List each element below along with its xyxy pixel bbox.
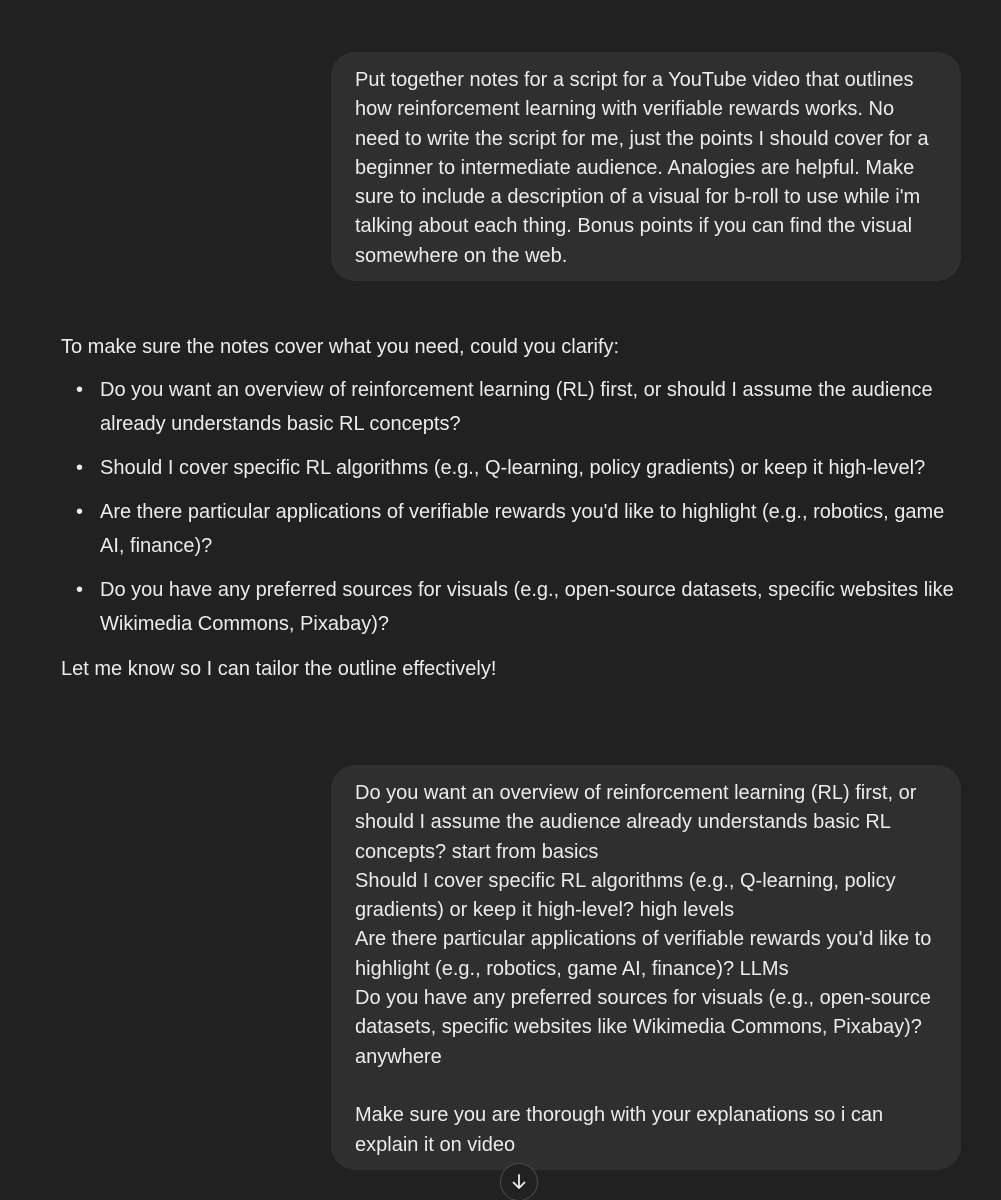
blank-line <box>355 1072 937 1101</box>
message-line: Do you want an overview of reinforcement learning (RL) first, or <box>355 782 917 804</box>
list-item <box>76 495 961 563</box>
list-item <box>76 451 961 485</box>
list-item-text: Do you have any preferred sources for visuals (e.g., open-source datasets, specific websites like Wikimedia Commons, Pixabay)? <box>100 579 954 635</box>
list-item-text: Should I cover specific RL algorithms (e.g., Q-learning, policy gradients) or keep it high-level? <box>100 457 926 479</box>
user-message-1 <box>331 52 961 281</box>
message-line: Do you have any preferred sources for visuals (e.g., open-source <box>355 987 931 1010</box>
list-item <box>76 573 961 641</box>
user-message-2 <box>331 765 961 1170</box>
message-line: explain it on video <box>355 1133 516 1156</box>
list-item <box>76 373 961 441</box>
clarifying-questions-list <box>61 373 961 641</box>
message-line: sure to include a description of a visual for b-roll to use while i'm <box>355 186 921 209</box>
message-line: Are there particular applications of verifiable rewards you'd like to <box>355 928 932 951</box>
list-item-text: Are there particular applications of verifiable rewards you'd like to highlight (e.g., robotics, game AI, finance)? <box>100 501 945 557</box>
message-line: Should I cover specific RL algorithms (e.g., Q-learning, policy <box>355 869 896 892</box>
scroll-to-bottom-button[interactable] <box>500 1163 538 1200</box>
message-line: talking about each thing. Bonus points if you can find the visual <box>355 215 913 238</box>
message-line: gradients) or keep it high-level? high levels <box>355 899 735 922</box>
assistant-intro: To make sure the notes cover what you need, could you clarify: <box>61 336 620 358</box>
message-line: somewhere on the web. <box>355 244 568 267</box>
message-line: beginner to intermediate audience. Analogies are helpful. Make <box>355 156 915 179</box>
message-line: concepts? start from basics <box>355 840 599 863</box>
bullet-icon: • <box>76 457 84 479</box>
message-line: highlight (e.g., robotics, game AI, finance)? LLMs <box>355 957 789 980</box>
bullet-icon: • <box>76 579 84 601</box>
message-line: Put together notes for a script for a YouTube video that outlines <box>355 69 914 91</box>
assistant-message-1 <box>61 331 961 685</box>
message-line: Make sure you are thorough with your explanations so i can <box>355 1104 884 1127</box>
message-line: how reinforcement learning with verifiable rewards works. No <box>355 98 895 121</box>
bullet-icon: • <box>76 501 84 523</box>
assistant-outro: Let me know so I can tailor the outline effectively! <box>61 658 497 680</box>
message-line: need to write the script for me, just the points I should cover for a <box>355 127 929 150</box>
message-line: datasets, specific websites like Wikimedia Commons, Pixabay)? <box>355 1016 922 1039</box>
message-line: should I assume the audience already understands basic RL <box>355 811 891 834</box>
list-item-text: Do you want an overview of reinforcement learning (RL) first, or should I assume the audience already understands basic RL concepts? <box>100 379 933 435</box>
arrow-down-icon <box>509 1172 529 1192</box>
message-line: anywhere <box>355 1045 442 1068</box>
bullet-icon: • <box>76 379 84 401</box>
